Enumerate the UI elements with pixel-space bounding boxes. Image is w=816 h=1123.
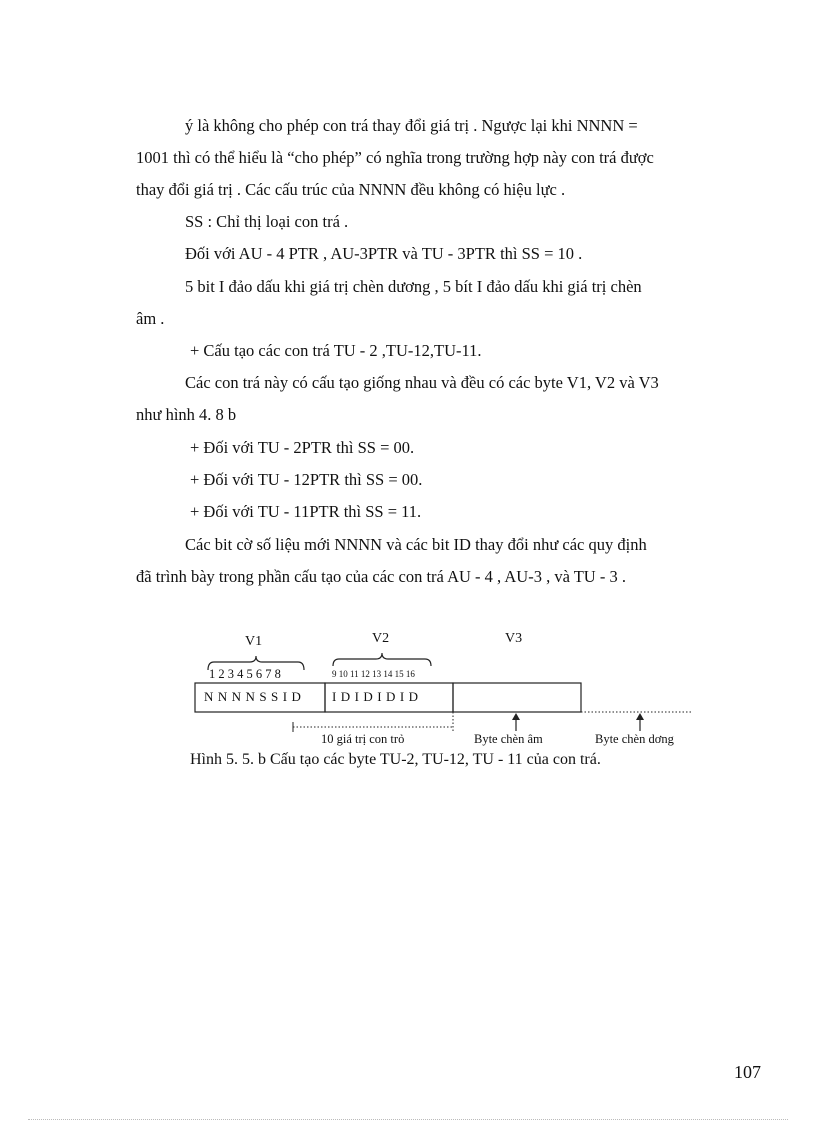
v3-label: V3 <box>505 631 523 646</box>
pointer-range-label: 10 giá trị con trỏ <box>321 732 405 746</box>
v2-label: V2 <box>372 631 390 646</box>
text-line-9: Các con trá này có cấu tạo giống nhau và đều có các byte V1, V2 và V3 <box>185 373 659 392</box>
text-line-15: đã trình bày trong phần cấu tạo của các con trá AU - 4 , AU-3 , và TU - 3 . <box>136 567 626 586</box>
text-line-5: Đối với AU - 4 PTR , AU-3PTR và TU - 3PTR thì SS = 10 . <box>185 244 583 263</box>
page-number: 107 <box>734 1062 761 1082</box>
negative-stuff-label: Byte chèn âm <box>474 732 543 746</box>
v1-label: V1 <box>245 634 263 649</box>
text-line-2: 1001 thì có thể hiểu là “cho phép” có nghĩa trong trường hợp này con trá được <box>136 148 654 167</box>
text-line-10: như hình 4. 8 b <box>136 405 237 424</box>
text-line-4: SS : Chỉ thị loại con trá . <box>185 212 349 231</box>
positive-stuff-label: Byte chèn dơng <box>595 732 674 746</box>
footer-dotted-rule <box>28 1119 788 1120</box>
positive-stuff-arrowhead <box>636 713 644 720</box>
text-line-3: thay đổi giá trị . Các cấu trúc của NNNN đều không có hiệu lực . <box>136 180 566 199</box>
text-line-8: + Cấu tạo các con trá TU - 2 ,TU-12,TU-11. <box>190 341 482 360</box>
figure-caption: Hình 5. 5. b Cấu tạo các byte TU-2, TU-12, TU - 11 của con trá. <box>190 751 601 768</box>
v3-byte-box <box>453 683 581 712</box>
negative-stuff-arrowhead <box>512 713 520 720</box>
text-line-11: + Đối với TU - 2PTR thì SS = 00. <box>190 438 415 457</box>
text-line-13: + Đối với TU - 11PTR thì SS = 11. <box>190 502 422 521</box>
v2-bit-numbers: 9 10 11 12 13 14 15 16 <box>332 669 415 679</box>
v2-byte-content: I D I D I D I D <box>332 689 419 704</box>
text-line-14: Các bit cờ số liệu mới NNNN và các bit ID thay đổi như các quy định <box>185 535 647 554</box>
text-line-1: ý là không cho phép con trá thay đổi giá trị . Ngược lại khi NNNN = <box>185 116 638 135</box>
text-line-7: âm . <box>136 309 165 328</box>
v1-bit-numbers: 1 2 3 4 5 6 7 8 <box>209 667 281 681</box>
text-line-12: + Đối với TU - 12PTR thì SS = 00. <box>190 470 423 489</box>
text-line-6: 5 bit I đảo dấu khi giá trị chèn dương , 5 bít I đảo dấu khi giá trị chèn <box>185 277 642 296</box>
v1-byte-content: N N N N S S I D <box>204 689 302 704</box>
v2-brace <box>333 653 431 666</box>
